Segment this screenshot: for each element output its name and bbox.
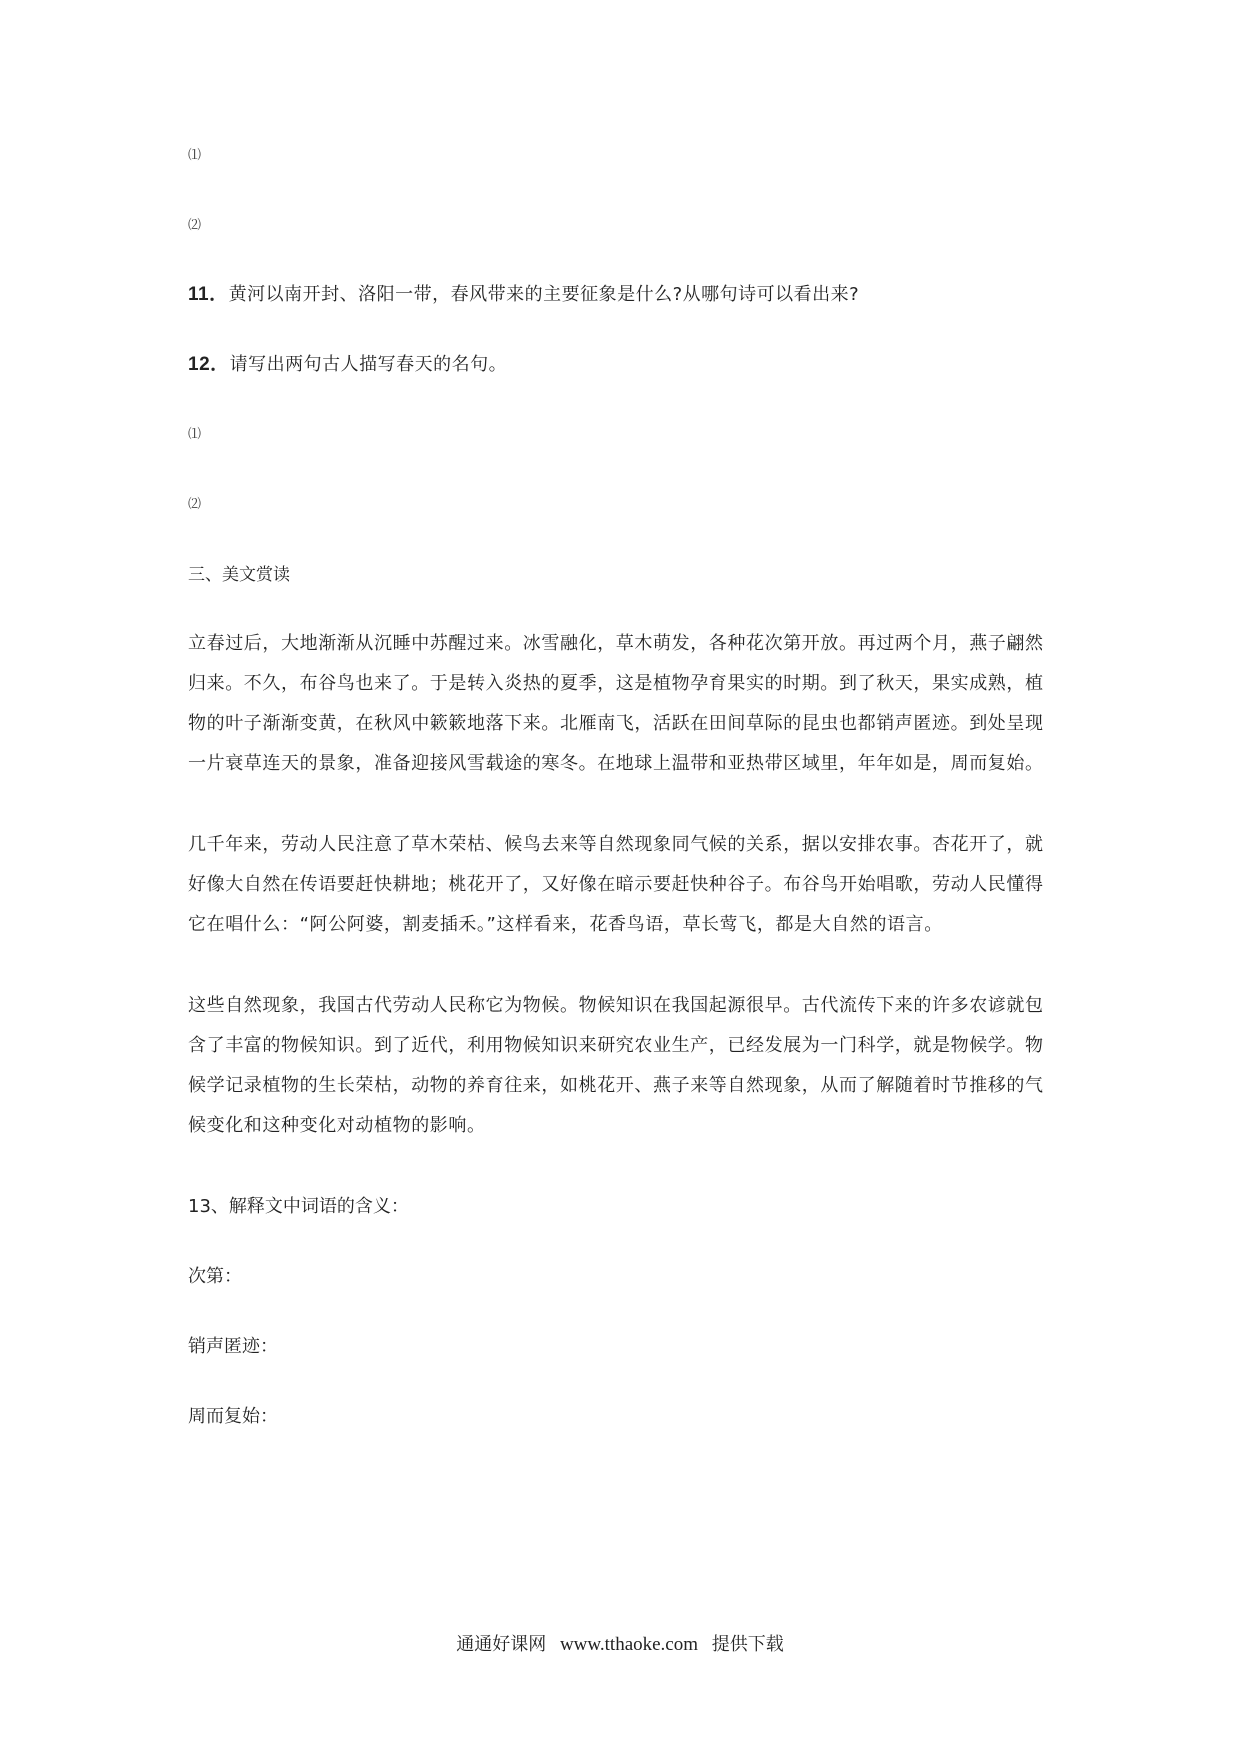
paragraph-2-line: 它在唱什么：“阿公阿婆，割麦插禾。”这样看来，花香鸟语，草长莺飞，都是大自然的语言。	[188, 914, 943, 935]
question-11-number: 11．	[188, 284, 229, 305]
question-12-number: 12．	[188, 354, 230, 375]
answer-line-10-1: ⑴	[188, 148, 202, 163]
paragraph-2	[188, 833, 1054, 953]
paragraph-3-line: 这些自然现象，我国古代劳动人民称它为物候。物候知识在我国起源很早。古代流传下来的许多农谚就包	[188, 995, 1044, 1016]
paragraph-2-line: 几千年来，劳动人民注意了草木荣枯、候鸟去来等自然现象同气候的关系，据以安排农事。杏花开了，就	[188, 834, 1044, 855]
footer-url-link[interactable]: www.tthaoke.com	[559, 1634, 699, 1655]
term-cidi: 次第：	[188, 1266, 242, 1287]
paragraph-2-line: 好像大自然在传语要赶快耕地；桃花开了，又好像在暗示要赶快种谷子。布谷鸟开始唱歌，劳动人民懂得	[188, 874, 1044, 895]
paragraph-1-line: 一片衰草连天的景象，准备迎接风雪载途的寒冬。在地球上温带和亚热带区域里，年年如是，周而复始。	[188, 753, 1044, 774]
paragraph-1-line: 立春过后，大地渐渐从沉睡中苏醒过来。冰雪融化，草木萌发，各种花次第开放。再过两个月，燕子翩然	[188, 633, 1044, 654]
paragraph-1-line: 物的叶子渐渐变黄，在秋风中簌簌地落下来。北雁南飞，活跃在田间草际的昆虫也都销声匿迹。到处呈现	[188, 713, 1044, 734]
paragraph-3-line: 候学记录植物的生长荣枯，动物的养育往来，如桃花开、燕子来等自然现象，从而了解随着时节推移的气	[188, 1075, 1044, 1096]
paragraph-1	[188, 632, 1054, 792]
paragraph-3-line: 含了丰富的物候知识。到了近代，利用物候知识来研究农业生产，已经发展为一门科学，就是物候学。物	[188, 1035, 1044, 1056]
footer-suffix: 提供下载	[711, 1634, 784, 1655]
term-xiaoshengniji: 销声匿迹：	[188, 1336, 278, 1357]
question-11	[188, 283, 859, 307]
question-12-text: 请写出两句古人描写春天的名句。	[229, 354, 508, 375]
paragraph-3	[188, 994, 1054, 1154]
paragraph-1-line: 归来。不久，布谷鸟也来了。于是转入炎热的夏季，这是植物孕育果实的时期。到了秋天，果实成熟，植	[188, 673, 1044, 694]
answer-line-12-2: ⑵	[188, 497, 202, 512]
question-13: 13、解释文中词语的含义：	[188, 1196, 409, 1217]
answer-line-10-2: ⑵	[188, 218, 202, 233]
question-11-text: 黄河以南开封、洛阳一带，春风带来的主要征象是什么?从哪句诗可以看出来?	[228, 284, 860, 305]
question-12	[188, 353, 507, 377]
answer-line-12-1: ⑴	[188, 427, 202, 442]
footer-site-name: 通通好课网	[456, 1634, 547, 1655]
paragraph-3-line: 候变化和这种变化对动植物的影响。	[188, 1115, 486, 1136]
section-heading: 三、美文赏读	[188, 565, 290, 585]
page-footer	[0, 1633, 1240, 1657]
term-zhouerfushi: 周而复始：	[188, 1406, 278, 1427]
